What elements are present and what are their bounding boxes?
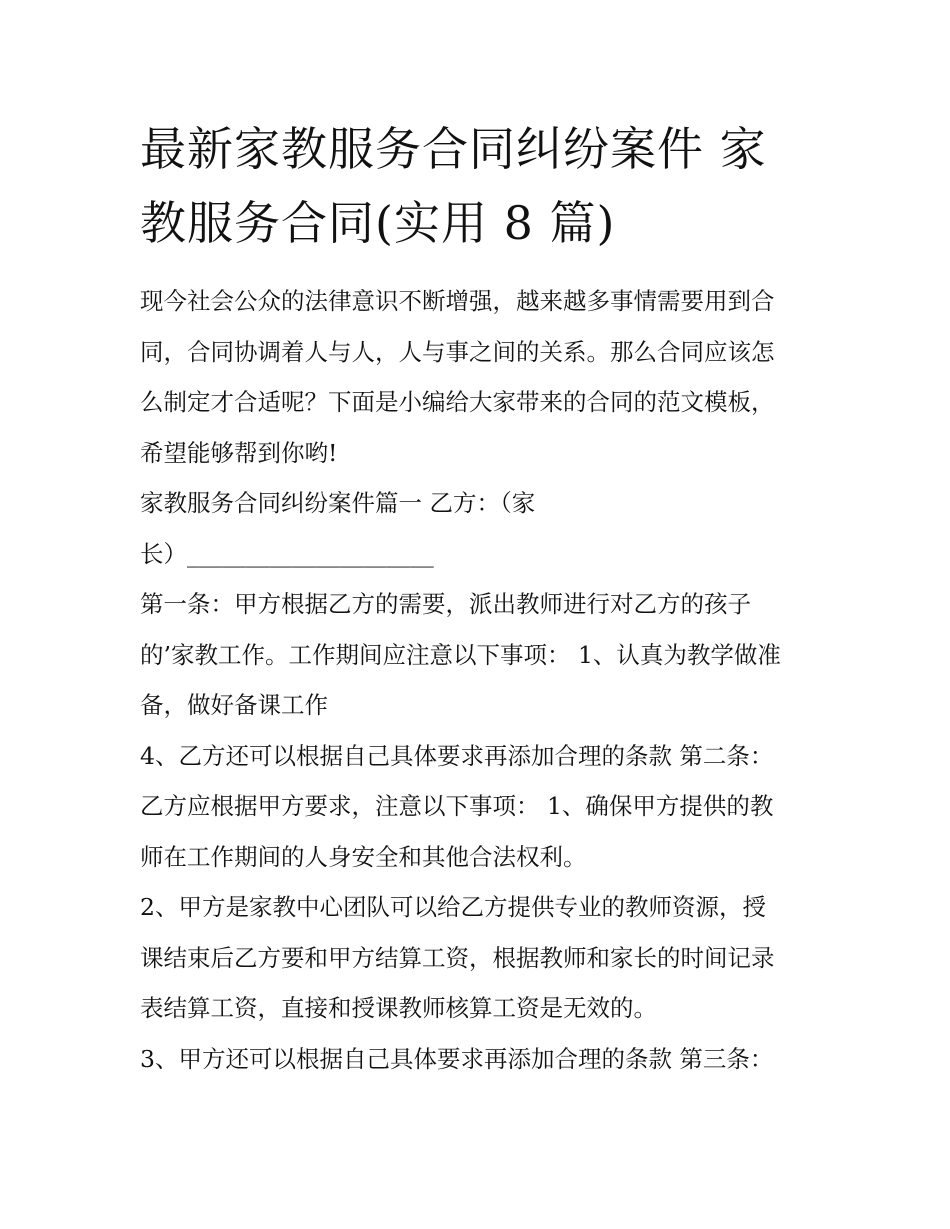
body-line: 4、乙方还可以根据自己具体要求再添加合理的条款 第二条：: [140, 741, 774, 770]
body-line: 备，做好备课工作: [140, 691, 328, 719]
document-title: [140, 112, 820, 260]
body-line: 第一条：甲方根据乙方的需要，派出教师进行对乙方的孩子: [140, 590, 751, 618]
body-line: 乙方应根据甲方要求，注意以下事项： 1、确保甲方提供的教: [140, 792, 774, 820]
body-line: 现今社会公众的法律意识不断增强，越来越多事情需要用到合: [140, 287, 775, 315]
body-line: 么制定才合适呢？下面是小编给大家带来的合同的范文模板，: [140, 388, 775, 416]
body-line: 的’家教工作。工作期间应注意以下事项： 1、认真为教学做准: [140, 640, 781, 669]
body-line: 同，合同协调着人与人，人与事之间的关系。那么合同应该怎: [140, 337, 775, 366]
body-line: 3、甲方还可以根据自己具体要求再添加合理的条款 第三条：: [140, 1044, 774, 1073]
body-line: 家教服务合同纠纷案件篇一 乙方：（家: [140, 489, 536, 517]
document-body: [140, 276, 830, 1084]
body-line: 长）_____________________: [140, 539, 434, 568]
body-line: 师在工作期间的人身安全和其他合法权利。: [140, 842, 587, 871]
body-line: 2、甲方是家教中心团队可以给乙方提供专业的教师资源，授: [140, 893, 766, 921]
title-line: 最新家教服务合同纠纷案件 家: [140, 122, 767, 176]
title-line: 教服务合同(实用 8 篇): [140, 196, 616, 250]
body-line: 表结算工资，直接和授课教师核算工资是无效的。: [140, 994, 657, 1022]
body-line: 希望能够帮到你哟!: [140, 438, 338, 467]
body-line: 课结束后乙方要和甲方结算工资，根据教师和家长的时间记录: [140, 943, 775, 972]
